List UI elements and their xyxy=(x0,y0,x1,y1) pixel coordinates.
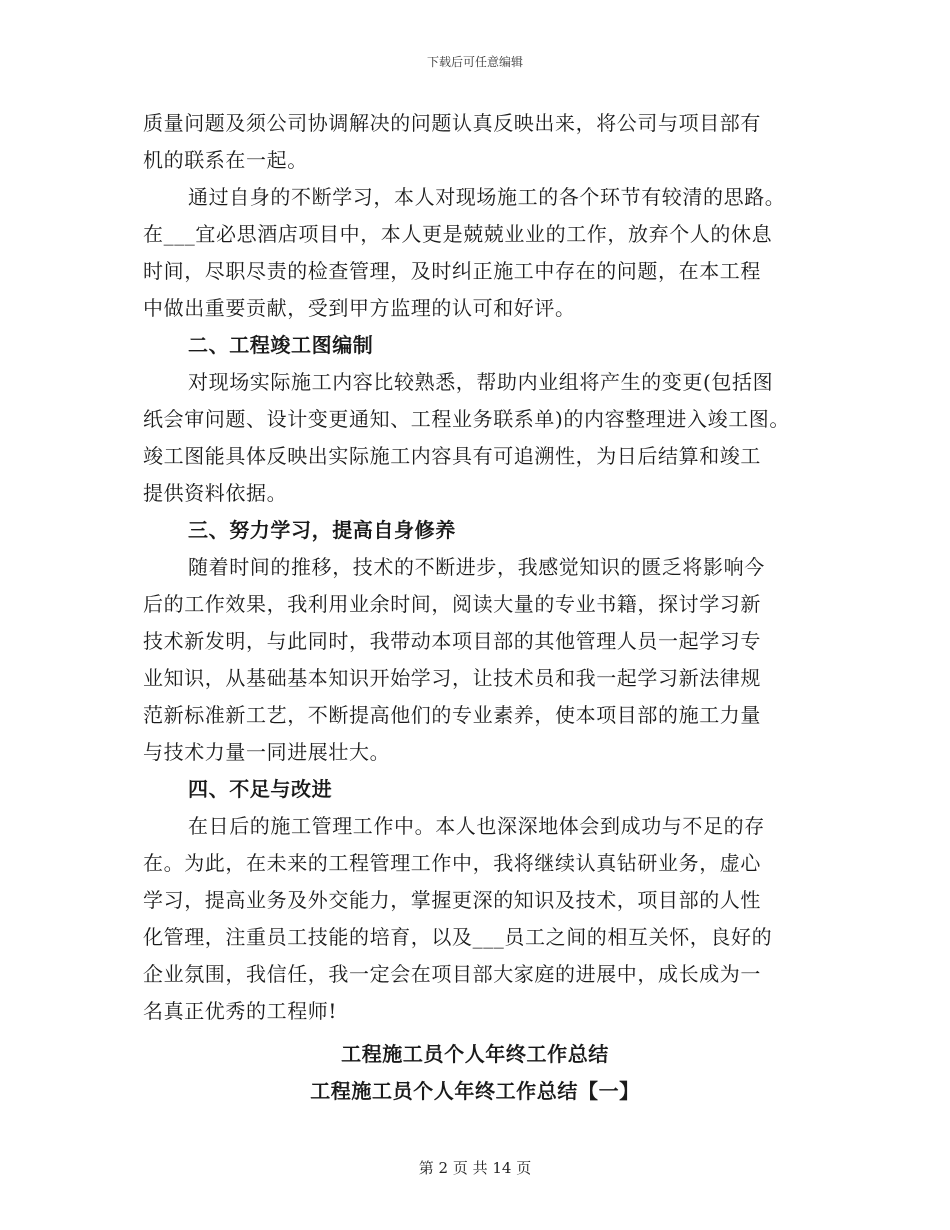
paragraph-line: 在___宜必思酒店项目中，本人更是兢兢业业的工作，放弃个人的休息 xyxy=(143,222,773,246)
paragraph-line: 技术新发明，与此同时，我带动本项目部的其他管理人员一起学习专 xyxy=(143,629,761,653)
paragraph-line: 化管理，注重员工技能的培育，以及___员工之间的相互关怀，良好的 xyxy=(143,925,773,949)
paragraph-line: 学习，提高业务及外交能力，掌握更深的知识及技术，项目部的人性 xyxy=(143,888,761,912)
paragraph-line: 时间，尽职尽责的检查管理，及时纠正施工中存在的问题，在本工程 xyxy=(143,259,761,283)
paragraph-line: 名真正优秀的工程师! xyxy=(143,999,338,1023)
paragraph-line: 业知识，从基础基本知识开始学习，让技术员和我一起学习新法律规 xyxy=(143,666,761,690)
paragraph-line: 企业氛围，我信任，我一定会在项目部大家庭的进展中，成长成为一 xyxy=(143,962,761,986)
paragraph-line: 随着时间的推移，技术的不断进步，我感觉知识的匮乏将影响今 xyxy=(188,555,765,579)
paragraph-line: 对现场实际施工内容比较熟悉，帮助内业组将产生的变更(包括图 xyxy=(188,370,774,394)
paragraph-line: 质量问题及须公司协调解决的问题认真反映出来，将公司与项目部有 xyxy=(143,111,761,135)
document-title: 工程施工员个人年终工作总结 xyxy=(341,1042,609,1066)
paragraph-line: 与技术力量一同进展壮大。 xyxy=(143,740,391,764)
document-subtitle: 工程施工员个人年终工作总结【一】 xyxy=(310,1079,640,1103)
page-number: 第 2 页 共 14 页 xyxy=(418,1159,532,1177)
paragraph-line: 竣工图能具体反映出实际施工内容具有可追溯性，为日后结算和竣工 xyxy=(143,444,761,468)
section-heading: 二、工程竣工图编制 xyxy=(188,333,374,357)
paragraph-line: 在日后的施工管理工作中。本人也深深地体会到成功与不足的存 xyxy=(188,814,765,838)
header-note: 下载后可任意编辑 xyxy=(426,55,523,69)
paragraph-line: 纸会审问题、设计变更通知、工程业务联系单)的内容整理进入竣工图。 xyxy=(143,407,791,431)
paragraph-line: 在。为此，在未来的工程管理工作中，我将继续认真钻研业务，虚心 xyxy=(143,851,761,875)
paragraph-line: 中做出重要贡献，受到甲方监理的认可和好评。 xyxy=(143,296,576,320)
section-heading: 三、努力学习，提高自身修养 xyxy=(188,518,456,542)
document-body xyxy=(143,105,843,1030)
paragraph-line: 范新标准新工艺，不断提高他们的专业素养，使本项目部的施工力量 xyxy=(143,703,761,727)
section-heading: 四、不足与改进 xyxy=(188,777,333,801)
paragraph-line: 机的联系在一起。 xyxy=(143,148,308,172)
paragraph-line: 后的工作效果，我利用业余时间，阅读大量的专业书籍，探讨学习新 xyxy=(143,592,761,616)
paragraph-line: 提供资料依据。 xyxy=(143,481,288,505)
paragraph-line: 通过自身的不断学习，本人对现场施工的各个环节有较清的思路。 xyxy=(188,185,786,209)
